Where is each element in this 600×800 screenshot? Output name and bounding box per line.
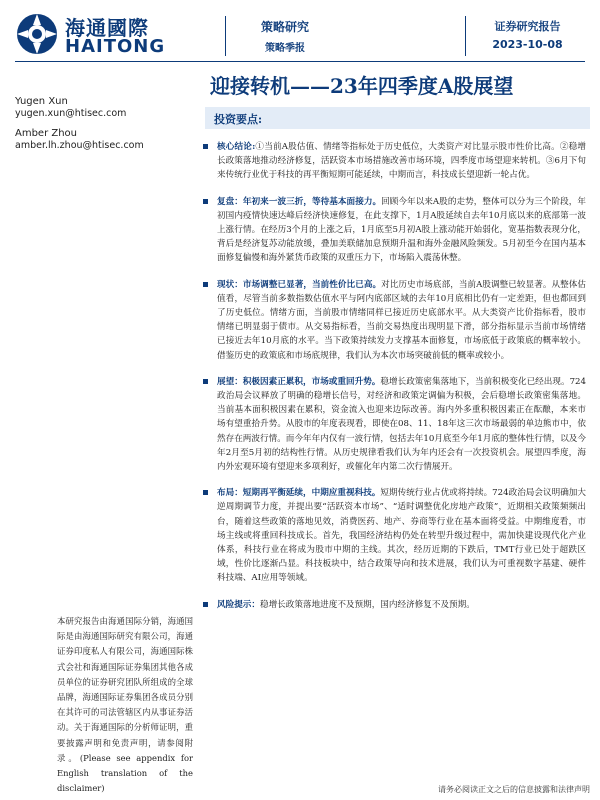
page-title: 迎接转机——23年四季度A股展望	[210, 74, 514, 98]
haitong-logo-icon	[15, 12, 59, 56]
report-category: 策略研究	[260, 20, 309, 34]
bullet-heading: 风险提示：	[217, 599, 260, 610]
logo-en-text: HAITONG	[65, 36, 166, 57]
bullet-heading: 现状：市场调整已显著，当前性价比已高。	[217, 279, 382, 290]
author-email[interactable]: amber.lh.zhou@htisec.com	[15, 140, 144, 151]
bullet-core-conclusion	[203, 140, 586, 183]
bullet-square-icon	[203, 144, 208, 149]
header-divider	[465, 16, 466, 56]
author-name: Amber Zhou	[15, 128, 78, 139]
bullet-heading: 展望：积极因素正累积，市场或重回升势。	[217, 376, 381, 387]
bullet-risk	[203, 598, 586, 612]
header-divider	[225, 16, 226, 56]
bullet-square-icon	[203, 199, 208, 204]
bullet-body: 对比历史市场底部，当前A股调整已较显著。从整体估值看，尽管当前多数指数估值水平与阿内底部区域的去年10月底相比仍有一定差距，但也都回到了历史低位。情绪方面，当前股市情绪同样已接近历史底部水平。从大类资产比价指标看，股市情绪已明显弱于债市。从交易指标看，当前交易热度出现明显下滑，部分指标显示当前市场情绪已接近去年10月底的水平。当下政策持续发力支撑基本面修复，市场底低于政策底的概率较小。借鉴历史的政策底和市场底规律，我们认为本次市场突破前低的概率或较小。	[217, 279, 586, 361]
bullet-body: 短期传统行业占优或将持续。724政治局会议明确加大逆周期调节力度，并提出要“活跃资本市场”、“适时调整优化房地产政策”，近期相关政策频频出台，随着这些政策的落地见效，消费医药、地产、券商等行业在基本面将受益。中期维度看，市场主线或将重回科技成长。首先，我国经济结构仍处在转型升级过程中，需加快建设现代化产业体系，科技行业在将成为股市中期的主线。其次，经历近期的下跌后，TMT行业已处于超跌区域，性价比逐渐凸显。科技板块中，结合政策导向和技术进展，我们认为可重视数字基建、硬件科技端、AI应用等领域。	[217, 488, 586, 584]
bullet-body: 稳增长政策密集落地下，当前积极变化已经出现。724政治局会议释放了明确的稳增长信号，对经济和政策定调偏为积极，会后稳增长政策密集落地。当前基本面积极因素在累积，资金流入也迎来边际改善。海内外多重积极因素正在酝酿，本来市场有望重拾升势。从股市的年度表现看，即使在08、11、18年这三次市场最弱的单边熊市中，依然存在两波行情。而今年年内仅有一波行情，包括去年10月底至今年1月底的整体性行情，以及今年2月至5月初的结构性行情。从历史规律看我们认为年内还会有一次投资机会。展望四季度，海内外宏观环境有望迎来多项利好，或催化年内第二次行情展开。	[217, 376, 586, 473]
report-date: 2023-10-08	[492, 38, 563, 51]
author-email[interactable]: yugen.xun@htisec.com	[15, 108, 127, 119]
bullet-heading: 布局：短期再平衡延续，中期应重视科技。	[217, 488, 381, 499]
bullet-body: 稳增长政策落地进度不及预期，国内经济修复不及预期。	[259, 599, 475, 610]
haitong-logo	[15, 12, 185, 56]
bullet-square-icon	[203, 490, 208, 495]
bullet-square-icon	[203, 379, 208, 384]
bullet-body: ①当前A股估值、情绪等指标处于历史低位，大类资产对比显示股市性价比高。②稳增长政策落地推动经济修复，活跃资本市场措施改善市场环境，四季度市场望迎来转机。③6月下旬来传统行业优于科技的再平衡短期可能延续，中期而言，科技成长望迎新一轮占优。	[217, 142, 586, 181]
bullet-review	[203, 195, 586, 266]
footer-notice: 请务必阅读正文之后的信息披露和法律声明	[438, 785, 590, 794]
author-name: Yugen Xun	[15, 96, 68, 107]
report-type: 证券研究报告	[494, 20, 561, 33]
bullet-heading: 复盘：年初来一波三折，等待基本面接力。	[217, 196, 382, 207]
bullet-square-icon	[203, 282, 208, 287]
distribution-disclaimer: 本研究报告由海通国际分销，海通国际是由海通国际研究有限公司，海通证券印度私人有限公司，海通国际株式会社和海通国际证券集团其他各成员单位的证券研究团队所组成的全球品牌，海通国际证券集团各成员分别在其许可的司法管辖区内从事证券活动。关于海通国际的分析师证明，重要披露声明和免责声明，请参阅附录。(Please see appendix for English translation of the disclaimer)	[57, 616, 193, 794]
report-subcategory: 策略季报	[265, 43, 305, 54]
bullet-status	[203, 278, 586, 363]
header-rule	[15, 61, 585, 62]
bullet-square-icon	[203, 602, 208, 607]
bullet-heading: 核心结论:	[217, 142, 256, 152]
bullet-positioning	[203, 486, 586, 585]
bullet-body: 回顾今年以来A股的走势，整体可以分为三个阶段，年初国内疫情快速达峰后经济快速修复，在此支撑下，1月A股延续自去年10月底以来的底部第一波上涨行情。在经历3个月的上涨之后，1月底至5月初A股上涨动能开始弱化，宽基指数表现分化，背后是经济复苏动能放缓，叠加美联储加息预期升温和海外金融风险频发。5月初至今在国内基本面修复偏慢和海外紧货币政策的双重压力下，市场陷入震荡休整。	[217, 196, 586, 264]
logo-cn-text: 海通國際	[65, 16, 149, 40]
bullet-outlook	[203, 375, 586, 474]
summary-bullets	[203, 140, 586, 624]
summary-header-bar	[205, 107, 590, 129]
summary-title: 投资要点:	[214, 113, 263, 126]
